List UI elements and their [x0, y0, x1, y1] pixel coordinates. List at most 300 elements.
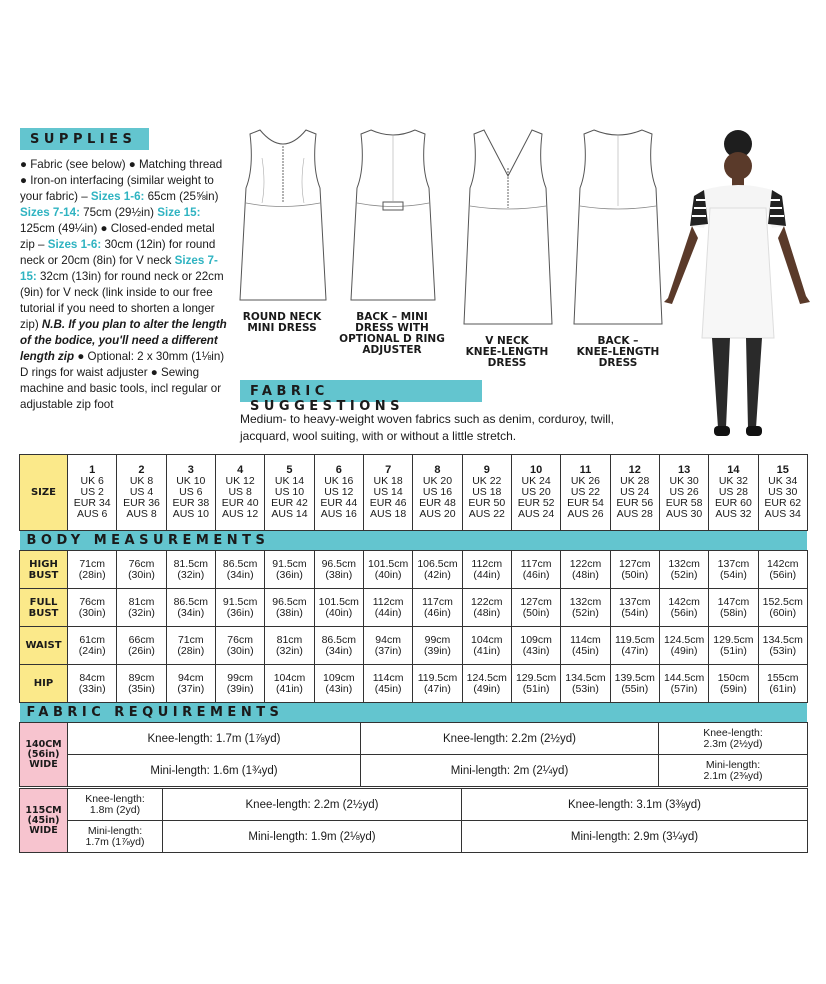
measurement-cell [758, 627, 807, 665]
caption-back-mini: BACK – MINI DRESS WITH OPTIONAL D RING ADJUSTER [339, 311, 445, 356]
supplies-part: 125cm (49¼in) ● Closed-ended metal zip – [20, 222, 215, 251]
size-column-header [561, 455, 610, 531]
size-column-header [265, 455, 314, 531]
size-uk: UK 16 [324, 475, 354, 487]
measurement-cm: 132cm [569, 595, 602, 608]
measurement-cell [117, 665, 166, 703]
measurement-cm: 96.5cm [321, 557, 357, 570]
supplies-part: Sizes 1-6: [47, 238, 102, 251]
measurement-cell [265, 589, 314, 627]
measurement-in: (60in) [769, 606, 797, 619]
measurement-in: (36in) [276, 568, 303, 581]
size-num: 9 [483, 464, 490, 476]
measurement-in: (58in) [720, 606, 747, 619]
size-eur: EUR 38 [172, 497, 210, 509]
measurement-cell [215, 551, 264, 589]
size-uk: UK 10 [176, 475, 206, 487]
measurement-cell [117, 551, 166, 589]
measurement-cell [413, 589, 462, 627]
measurement-row [20, 627, 808, 665]
measurement-cell [511, 589, 560, 627]
measurement-cell [659, 551, 708, 589]
size-num: 1 [89, 464, 96, 476]
measurement-cell [610, 665, 659, 703]
measurement-in: (49in) [473, 682, 501, 695]
measurement-cm: 81cm [276, 633, 303, 646]
size-eur: EUR 58 [665, 497, 703, 509]
measurement-cm: 137cm [619, 595, 651, 608]
size-aus: AUS 26 [567, 508, 604, 520]
supplies-part: 30cm (12in) for round neck or 20cm (8in) for V neck [20, 238, 216, 267]
measurement-in: (52in) [670, 568, 698, 581]
measurement-cm: 76cm [79, 595, 105, 608]
measurement-cm: 112cm [372, 595, 404, 608]
measurement-in: (51in) [720, 644, 747, 657]
measurement-in: (32in) [177, 568, 205, 581]
size-us: US 22 [570, 486, 601, 498]
supplies-part: Sizes 7-15: [20, 254, 218, 283]
measurement-cell [68, 551, 117, 589]
size-num: 14 [727, 464, 740, 476]
measurement-cm: 114cm [372, 671, 404, 684]
size-us: US 24 [620, 486, 650, 498]
measurement-cm: 86.5cm [222, 557, 258, 570]
size-column-header [166, 455, 215, 531]
measurement-cm: 150cm [717, 671, 750, 684]
measurement-row [20, 589, 808, 627]
size-num: 6 [335, 464, 342, 476]
measurement-cm: 142cm [668, 595, 700, 608]
measurement-cm: 94cm [177, 671, 204, 684]
size-aus: AUS 30 [666, 508, 703, 520]
supplies-part: N.B. If you plan to alter the length of the bodice, you'll need a different length zip [20, 318, 227, 363]
measurement-in: (24in) [78, 644, 106, 657]
measurement-cm: 91.5cm [222, 595, 258, 608]
measurement-in: (55in) [621, 682, 649, 695]
mini-115-sizes-3-8: Mini-length: 1.9m (2⅛yd) [163, 821, 462, 853]
size-aus: AUS 10 [172, 508, 209, 520]
knee-140-sizes-7-14: Knee-length: 2.2m (2½yd) [361, 723, 659, 755]
measurement-cm: 104cm [273, 671, 306, 684]
supplies-part: 75cm (29½in) [79, 206, 158, 219]
measurement-cm: 119.5cm [615, 633, 655, 646]
size-uk: UK 22 [472, 475, 502, 487]
size-uk: UK 18 [373, 475, 403, 487]
mini-140-size-15: Mini-length: 2.1m (2⅜yd) [659, 755, 808, 787]
measurement-cell [610, 589, 659, 627]
measurement-cm: 101.5cm [318, 595, 359, 608]
measurement-cm: 86.5cm [321, 633, 357, 646]
measurement-in: (30in) [226, 644, 254, 657]
measurement-label [20, 627, 68, 665]
measurement-in: (33in) [78, 682, 106, 695]
fabric-suggestions-text: Medium- to heavy-weight woven fabrics such as denim, corduroy, twill, jacquard, wool suiting, with or without a little stretch. [240, 412, 614, 443]
supplies-part: Sizes 7-14: [20, 206, 80, 219]
measurement-cell [758, 665, 807, 703]
measurement-cm: 117cm [422, 595, 453, 608]
measurement-cm: 155cm [767, 671, 799, 684]
measurement-in: (56in) [670, 606, 698, 619]
measurement-cell [363, 551, 412, 589]
measurement-cm: 66cm [128, 633, 155, 646]
measurement-cell [68, 627, 117, 665]
measurement-cell [561, 589, 610, 627]
measurement-in: (43in) [522, 644, 550, 657]
measurement-label [20, 589, 68, 627]
measurement-in: (49in) [670, 644, 698, 657]
size-aus: AUS 24 [518, 508, 555, 520]
caption-back-knee: BACK – KNEE-LENGTH DRESS [576, 335, 660, 369]
measurement-in: (44in) [374, 606, 402, 619]
measurement-cm: 81.5cm [173, 557, 209, 570]
size-column-header [610, 455, 659, 531]
size-uk: UK 34 [768, 475, 798, 487]
size-num: 3 [187, 464, 194, 476]
measurement-cell [117, 589, 166, 627]
measurement-in: (52in) [572, 606, 599, 619]
measurement-label [20, 551, 68, 589]
measurement-in: (44in) [473, 568, 501, 581]
measurement-cell [709, 627, 758, 665]
measurement-cm: 132cm [668, 557, 700, 570]
size-uk: UK 12 [225, 475, 255, 487]
measurement-cell [659, 627, 708, 665]
measurement-cell [314, 665, 363, 703]
measurement-in: (30in) [128, 568, 155, 581]
size-aus: AUS 16 [320, 508, 357, 520]
width-label-140: 140CM (56in) WIDE [20, 723, 68, 787]
measurement-cell [166, 551, 215, 589]
measurement-label-line: BUST [28, 569, 59, 581]
size-eur: EUR 56 [616, 497, 654, 509]
supplies-heading: SUPPLIES [20, 128, 149, 150]
size-aus: AUS 32 [715, 508, 752, 520]
measurement-cell [117, 627, 166, 665]
measurement-in: (35in) [128, 682, 155, 695]
measurement-cell [462, 551, 511, 589]
measurement-cm: 109cm [520, 633, 552, 646]
measurement-cell [561, 627, 610, 665]
supplies-text [20, 157, 232, 413]
measurement-cell [166, 665, 215, 703]
fabric-suggestions-heading: FABRIC SUGGESTIONS [240, 380, 482, 402]
knee-115-sizes-1-2: Knee-length: 1.8m (2yd) [68, 789, 163, 821]
size-num: 11 [579, 464, 592, 476]
measurement-in: (26in) [128, 644, 155, 657]
size-us: US 20 [521, 486, 551, 498]
measurement-in: (28in) [177, 644, 205, 657]
measurement-cm: 99cm [424, 633, 451, 646]
size-eur: EUR 40 [221, 497, 259, 509]
measurement-cm: 86.5cm [173, 595, 209, 608]
measurement-in: (41in) [276, 682, 303, 695]
measurement-cell [709, 665, 758, 703]
measurement-cm: 114cm [570, 633, 601, 646]
fabric-115cm-table [19, 788, 808, 853]
measurement-cell [659, 589, 708, 627]
measurement-cell [215, 665, 264, 703]
measurement-cell [511, 551, 560, 589]
measurement-cm: 91.5cm [272, 557, 307, 570]
measurement-in: (54in) [720, 568, 747, 581]
measurement-cell [561, 665, 610, 703]
size-num: 7 [385, 464, 392, 476]
size-uk: UK 28 [620, 475, 650, 487]
measurement-cell [265, 627, 314, 665]
measurement-cm: 61cm [79, 633, 105, 646]
mini-140-sizes-7-14: Mini-length: 2m (2¼yd) [361, 755, 659, 787]
measurement-cell [413, 665, 462, 703]
size-aus: AUS 18 [370, 508, 407, 520]
measurement-in: (61in) [769, 682, 797, 695]
measurement-in: (37in) [177, 682, 205, 695]
measurement-cm: 119.5cm [417, 671, 458, 684]
measurement-in: (39in) [226, 682, 254, 695]
measurement-cm: 129.5cm [515, 671, 557, 684]
size-eur: EUR 42 [271, 497, 308, 509]
measurement-row [20, 551, 808, 589]
measurement-cm: 71cm [79, 557, 105, 570]
supplies-part: 65cm (25⅝in) [144, 190, 219, 203]
measurement-in: (54in) [621, 606, 649, 619]
measurement-cell [709, 589, 758, 627]
measurement-label-line: HIGH [29, 558, 58, 570]
knee-115-sizes-3-8: Knee-length: 2.2m (2½yd) [163, 789, 462, 821]
measurement-in: (32in) [128, 606, 155, 619]
measurement-cm: 101.5cm [367, 557, 409, 570]
back-mini-dress-sketch [343, 128, 443, 306]
measurement-cm: 71cm [177, 633, 204, 646]
measurement-cell [511, 627, 560, 665]
measurement-in: (41in) [473, 644, 501, 657]
body-measurements-heading: BODY MEASUREMENTS [20, 531, 808, 551]
measurement-cm: 109cm [323, 671, 355, 684]
measurement-cell [610, 551, 659, 589]
size-us: US 14 [373, 486, 403, 498]
measurement-in: (32in) [276, 644, 303, 657]
measurement-in: (46in) [522, 568, 550, 581]
caption-round-neck: ROUND NECK MINI DRESS [242, 311, 322, 334]
measurement-cell [265, 665, 314, 703]
measurement-cell [462, 665, 511, 703]
measurement-label-line: BUST [28, 607, 59, 619]
size-uk: UK 30 [669, 475, 699, 487]
measurement-row [20, 665, 808, 703]
measurement-cm: 122cm [471, 595, 503, 608]
size-us: US 6 [179, 486, 203, 498]
measurement-in: (45in) [572, 644, 599, 657]
size-aus: AUS 28 [616, 508, 653, 520]
measurement-cm: 94cm [375, 633, 401, 646]
measurement-cm: 122cm [569, 557, 602, 570]
measurement-in: (51in) [522, 682, 550, 695]
measurement-cm: 106.5cm [417, 557, 458, 570]
measurement-cm: 104cm [471, 633, 503, 646]
supplies-part: Sizes 1-6: [90, 190, 145, 203]
size-column-header [117, 455, 166, 531]
measurement-in: (40in) [374, 568, 402, 581]
measurement-in: (42in) [424, 568, 451, 581]
caption-v-neck: V NECK KNEE-LENGTH DRESS [465, 335, 549, 369]
size-aus: AUS 22 [468, 508, 505, 520]
size-column-header [215, 455, 264, 531]
measurement-in: (38in) [276, 606, 303, 619]
measurement-in: (38in) [325, 568, 353, 581]
size-chart-table [19, 454, 808, 723]
size-num: 13 [677, 464, 691, 476]
mini-140-sizes-1-6: Mini-length: 1.6m (1¾yd) [68, 755, 361, 787]
size-aus: AUS 14 [271, 508, 308, 520]
supplies-part: ● Optional: 2 x 30mm (1⅛in) D rings for waist adjuster ● Sewing machine and basic tools, incl regular or adjustable zip foot [20, 350, 225, 411]
measurement-in: (56in) [769, 568, 797, 581]
width-label-115: 115CM (45in) WIDE [20, 789, 68, 853]
size-us: US 28 [718, 486, 749, 498]
measurement-in: (48in) [572, 568, 599, 581]
size-num: 15 [776, 464, 789, 476]
measurement-label-line: HIP [33, 678, 54, 689]
measurement-cm: 134.5cm [565, 671, 606, 684]
size-us: US 16 [422, 486, 453, 498]
measurement-cell [215, 627, 264, 665]
size-us: US 10 [274, 486, 305, 498]
size-aus: AUS 34 [764, 508, 801, 520]
measurement-cm: 142cm [767, 557, 799, 570]
measurement-cell [363, 589, 412, 627]
measurement-in: (36in) [226, 606, 254, 619]
knee-115-sizes-9-15: Knee-length: 3.1m (3⅜yd) [462, 789, 808, 821]
measurement-in: (34in) [226, 568, 254, 581]
size-eur: EUR 50 [468, 497, 506, 509]
measurement-in: (28in) [78, 568, 106, 581]
size-num: 2 [138, 464, 145, 476]
size-us: US 18 [472, 486, 502, 498]
measurement-cell [68, 665, 117, 703]
size-uk: UK 24 [521, 475, 551, 487]
measurement-label [20, 665, 68, 703]
size-num: 5 [286, 464, 293, 476]
size-aus: AUS 6 [76, 508, 108, 520]
supplies-part: ● Fabric (see below) ● Matching thread ● Iron-on interfacing (similar weight to your fabric) – [20, 158, 223, 203]
size-num: 12 [628, 464, 641, 476]
size-aus: AUS 8 [126, 508, 157, 520]
fabric-140cm-table [19, 722, 808, 787]
size-us: US 4 [129, 486, 154, 498]
size-column-header [68, 455, 117, 531]
size-uk: UK 20 [422, 475, 453, 487]
measurement-in: (34in) [177, 606, 205, 619]
measurement-cell [462, 627, 511, 665]
measurement-in: (48in) [473, 606, 501, 619]
measurement-cm: 76cm [227, 633, 253, 646]
measurement-cm: 127cm [619, 557, 651, 570]
measurement-in: (53in) [769, 644, 797, 657]
size-eur: EUR 44 [320, 497, 358, 509]
size-eur: EUR 62 [764, 497, 802, 509]
model-photo [660, 128, 810, 448]
measurement-in: (53in) [572, 682, 599, 695]
size-aus: AUS 20 [419, 508, 456, 520]
size-uk: UK 26 [570, 475, 601, 487]
size-column-header [462, 455, 511, 531]
fabric-requirements-heading: FABRIC REQUIREMENTS [20, 703, 808, 723]
measurement-in: (50in) [621, 568, 649, 581]
measurement-label-line: FULL [29, 596, 58, 608]
size-uk: UK 32 [718, 475, 749, 487]
back-knee-dress-sketch [568, 128, 668, 328]
size-aus: AUS 12 [222, 508, 259, 520]
measurement-cell [314, 589, 363, 627]
size-us: US 8 [228, 486, 252, 498]
size-eur: EUR 52 [517, 497, 555, 509]
size-column-header [413, 455, 462, 531]
size-column-header [709, 455, 758, 531]
measurement-cm: 112cm [471, 557, 503, 570]
measurement-cm: 152.5cm [762, 595, 803, 608]
measurement-cell [561, 551, 610, 589]
size-column-header [314, 455, 363, 531]
measurement-in: (57in) [670, 682, 698, 695]
measurement-cell [413, 627, 462, 665]
knee-140-sizes-1-6: Knee-length: 1.7m (1⅞yd) [68, 723, 361, 755]
size-label: SIZE [20, 455, 68, 531]
size-uk: UK 6 [80, 475, 104, 487]
measurement-label-line: WAIST [25, 640, 62, 651]
measurement-cm: 81cm [128, 595, 155, 608]
size-num: 4 [237, 464, 244, 476]
measurement-in: (50in) [522, 606, 550, 619]
measurement-cm: 96.5cm [272, 595, 307, 608]
size-num: 8 [434, 464, 441, 476]
measurement-in: (46in) [424, 606, 451, 619]
measurement-cell [215, 589, 264, 627]
measurement-cm: 127cm [520, 595, 552, 608]
measurement-cell [758, 589, 807, 627]
measurement-in: (59in) [720, 682, 747, 695]
measurement-cm: 144.5cm [663, 671, 705, 684]
measurement-in: (40in) [325, 606, 353, 619]
mini-115-sizes-9-15: Mini-length: 2.9m (3¼yd) [462, 821, 808, 853]
size-column-header [511, 455, 560, 531]
measurement-cm: 129.5cm [713, 633, 754, 646]
measurement-in: (30in) [78, 606, 106, 619]
size-column-header [758, 455, 807, 531]
measurement-cell [659, 665, 708, 703]
measurement-in: (39in) [424, 644, 451, 657]
measurement-cm: 99cm [227, 671, 253, 684]
measurement-cell [314, 627, 363, 665]
measurement-cm: 117cm [520, 557, 552, 570]
measurement-cell [314, 551, 363, 589]
supplies-part: 32cm (13in) for round neck or 22cm (9in) for V neck (link inside to our free tutorial if you need to shorten a longer zip) [20, 270, 224, 331]
measurement-cell [166, 589, 215, 627]
measurement-cell [758, 551, 807, 589]
size-eur: EUR 60 [715, 497, 752, 509]
size-uk: UK 14 [274, 475, 305, 487]
size-us: US 26 [669, 486, 699, 498]
v-neck-knee-dress-sketch [458, 128, 558, 328]
size-eur: EUR 48 [419, 497, 456, 509]
knee-140-size-15: Knee-length: 2.3m (2½yd) [659, 723, 808, 755]
size-eur: EUR 46 [369, 497, 407, 509]
measurement-cell [462, 589, 511, 627]
measurement-cell [68, 589, 117, 627]
size-column-header [659, 455, 708, 531]
measurement-cell [363, 627, 412, 665]
measurement-in: (37in) [374, 644, 402, 657]
measurement-cell [265, 551, 314, 589]
measurement-cm: 134.5cm [762, 633, 803, 646]
supplies-part: Size 15: [157, 206, 201, 219]
